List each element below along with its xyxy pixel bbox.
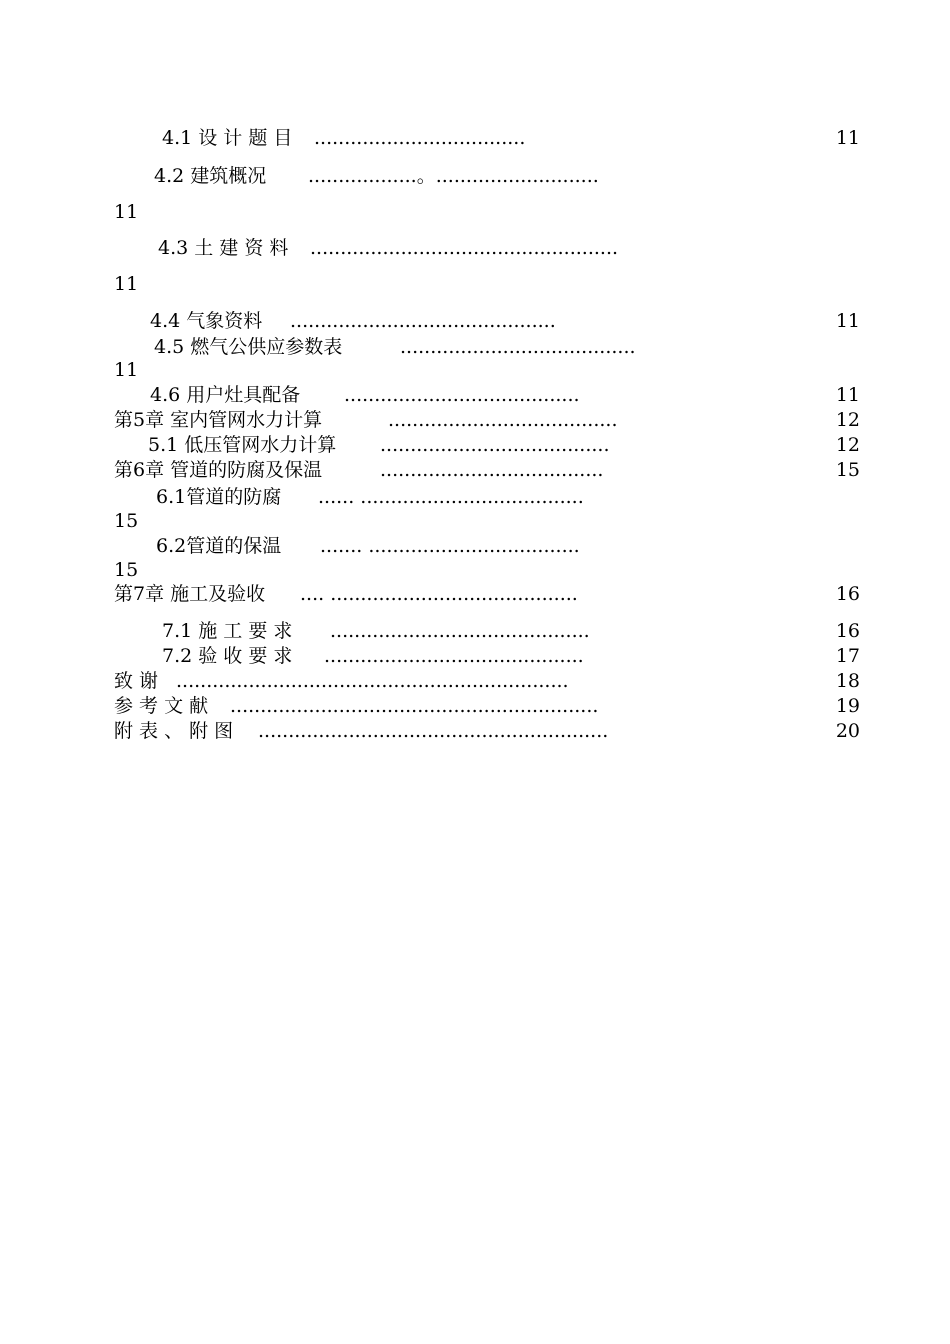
toc-page-number: 15 [114, 559, 139, 581]
toc-entry-label: 第7章 施工及验收 [114, 583, 266, 605]
toc-page-number: 11 [114, 359, 139, 381]
toc-entry-label: 4.5 燃气公供应参数表 [154, 336, 343, 358]
toc-entry-appendix[interactable] [0, 717, 950, 745]
toc-leader: ...... ..................................... [318, 486, 584, 508]
toc-entry-4-6[interactable] [0, 381, 950, 409]
toc-entry-label: 7.2 验 收 要 求 [162, 645, 293, 667]
toc-entry-chapter-5[interactable] [0, 406, 950, 434]
toc-entry-label: 6.1管道的防腐 [156, 486, 282, 508]
toc-entry-label: 4.2 建筑概况 [154, 165, 267, 187]
toc-leader: ..................。........................... [308, 165, 599, 187]
toc-leader: ................................................................. [176, 670, 569, 692]
toc-entry-label: 参 考 文 献 [114, 695, 209, 717]
toc-page-number: 12 [835, 409, 860, 431]
toc-page-number: 20 [835, 720, 860, 742]
toc-entry-label: 附 表 、 附 图 [114, 720, 234, 742]
toc-entry-label: 4.1 设 计 题 目 [162, 127, 293, 149]
toc-page-number: 11 [835, 310, 860, 332]
toc-leader: ...................................... [388, 409, 618, 431]
toc-entry-chapter-7[interactable] [0, 580, 950, 608]
toc-entry-4-3[interactable] [0, 234, 950, 262]
toc-entry-label: 6.2管道的保温 [156, 535, 282, 557]
toc-page-number: 16 [835, 620, 860, 642]
toc-entry-acknowledgements[interactable] [0, 667, 950, 695]
toc-leader: ........................................... [324, 645, 584, 667]
toc-entry-4-1[interactable] [0, 124, 950, 152]
toc-entry-label: 4.3 土 建 资 料 [158, 237, 289, 259]
toc-entry-label: 4.6 用户灶具配备 [150, 384, 301, 406]
toc-entry-6-2[interactable] [0, 532, 950, 560]
toc-page-number: 15 [114, 510, 139, 532]
toc-leader: ...................................... [380, 434, 610, 456]
toc-leader: .... ......................................... [300, 583, 578, 605]
toc-leader: ....................................... [344, 384, 580, 406]
toc-leader: ................................... [314, 127, 526, 149]
toc-page-number: 15 [835, 459, 860, 481]
toc-entry-references[interactable] [0, 692, 950, 720]
toc-page-number: 19 [835, 695, 860, 717]
toc-page-number: 12 [835, 434, 860, 456]
toc-leader: ....... ................................... [320, 535, 580, 557]
toc-page-number: 17 [835, 645, 860, 667]
toc-entry-label: 致 谢 [114, 670, 159, 692]
toc-page-number: 11 [114, 273, 139, 295]
toc-page-number: 11 [835, 384, 860, 406]
toc-entry-5-1[interactable] [0, 431, 950, 459]
toc-entry-7-2[interactable] [0, 642, 950, 670]
toc-leader: ............................................ [290, 310, 556, 332]
toc-entry-label: 7.1 施 工 要 求 [162, 620, 293, 642]
toc-leader: ............................................................. [230, 695, 599, 717]
toc-entry-4-5[interactable] [0, 333, 950, 361]
toc-entry-label: 5.1 低压管网水力计算 [148, 434, 337, 456]
toc-entry-6-1[interactable] [0, 483, 950, 511]
toc-entry-4-2[interactable] [0, 162, 950, 190]
toc-page-number: 16 [835, 583, 860, 605]
toc-entry-label: 第6章 管道的防腐及保温 [114, 459, 323, 481]
toc-leader: .......................................................... [258, 720, 609, 742]
toc-leader: ................................................... [310, 237, 619, 259]
toc-page-number: 11 [835, 127, 860, 149]
toc-leader: ........................................... [330, 620, 590, 642]
toc-entry-label: 4.4 气象资料 [150, 310, 263, 332]
toc-leader: ....................................... [400, 336, 636, 358]
toc-page-number: 18 [835, 670, 860, 692]
toc-entry-4-4[interactable] [0, 307, 950, 335]
toc-page-number: 11 [114, 201, 139, 223]
toc-entry-label: 第5章 室内管网水力计算 [114, 409, 323, 431]
toc-leader: ..................................... [380, 459, 604, 481]
toc-entry-7-1[interactable] [0, 617, 950, 645]
toc-entry-chapter-6[interactable] [0, 456, 950, 484]
